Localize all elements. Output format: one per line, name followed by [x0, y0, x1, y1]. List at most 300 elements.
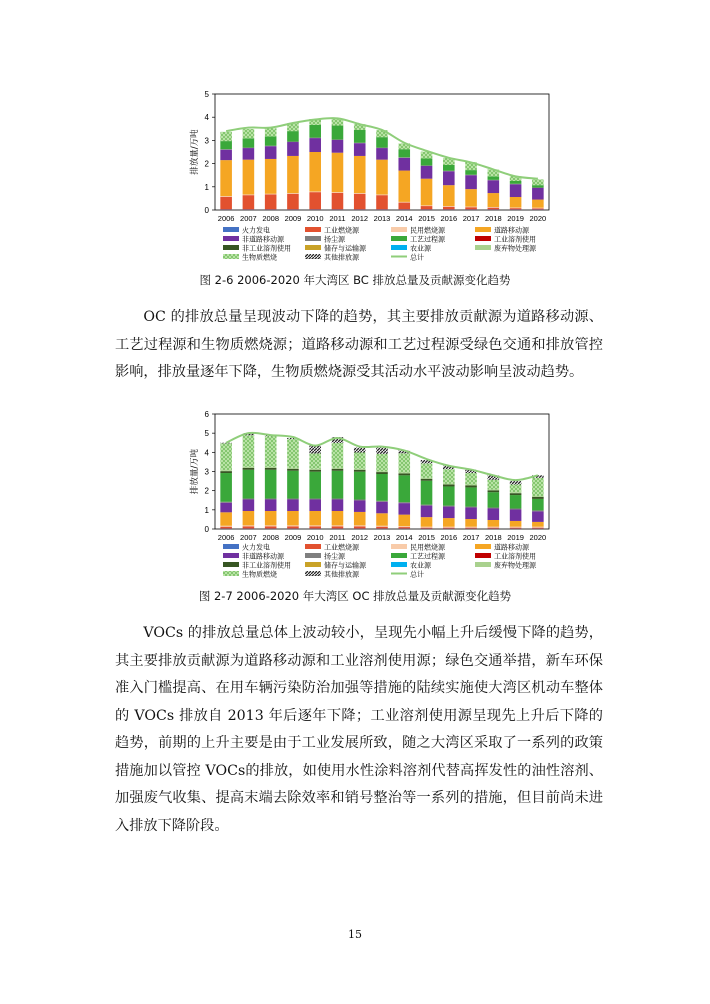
bar-segment — [220, 470, 232, 471]
bar-segment — [332, 126, 344, 140]
bar-segment — [376, 513, 388, 525]
legend-swatch — [223, 553, 239, 558]
bar-segment — [510, 492, 522, 493]
bar-segment — [532, 528, 544, 529]
bar-segment — [465, 207, 477, 208]
bar-segment — [287, 511, 299, 525]
y-tick-label: 1 — [204, 182, 209, 192]
bar-segment — [532, 208, 544, 209]
x-tick-label: 2013 — [373, 214, 391, 223]
bar-segment — [354, 526, 366, 528]
bar-segment — [332, 140, 344, 153]
bar-segment — [220, 512, 232, 525]
bar-segment — [465, 528, 477, 529]
bar-segment — [309, 526, 321, 528]
legend-swatch — [223, 254, 239, 259]
y-tick-label: 5 — [204, 429, 209, 439]
legend-swatch — [305, 553, 321, 558]
legend-swatch — [391, 544, 407, 549]
bar-segment — [465, 175, 477, 189]
bar-segment — [309, 525, 321, 526]
bar-segment — [488, 492, 500, 507]
x-tick-label: 2013 — [373, 533, 391, 542]
bar-segment — [354, 499, 366, 500]
bar-segment — [510, 181, 522, 184]
y-tick-label: 2 — [204, 159, 209, 169]
bar-segment — [376, 526, 388, 527]
legend-label: 非工业溶剂使用 — [242, 244, 291, 253]
bar-segment — [532, 208, 544, 209]
bar-segment — [220, 471, 232, 473]
paragraph-oc: OC 的排放总量呈现波动下降的趋势，其主要排放贡献源为道路移动源、工艺过程源和生物质燃烧源；道路移动源和工艺过程源受绿色交通和排放管控影响，排放量逐年下降，生物质燃烧源受其活动水平波动影响呈波动趋势。 — [115, 309, 603, 380]
bar-segment — [465, 507, 477, 508]
legend-label: 民用燃烧源 — [410, 543, 445, 552]
bar-segment — [220, 527, 232, 529]
bar-segment — [465, 508, 477, 520]
bar-segment — [510, 208, 522, 209]
legend-label: 道路移动源 — [494, 543, 529, 552]
legend-label: 总计 — [410, 570, 424, 578]
bar-segment — [220, 443, 232, 470]
legend-swatch — [391, 236, 407, 241]
bar-segment — [309, 453, 321, 468]
legend-swatch — [305, 562, 321, 567]
bar-segment — [398, 149, 410, 157]
legend-label: 其他排放源 — [324, 570, 359, 578]
bar-segment — [465, 487, 477, 506]
x-tick-label: 2006 — [217, 533, 235, 542]
bar-segment — [421, 166, 433, 179]
x-tick-label: 2012 — [351, 214, 369, 223]
bar-segment — [443, 485, 455, 487]
bar-segment — [421, 206, 433, 209]
bar-segment — [398, 202, 410, 203]
legend-swatch — [391, 227, 407, 232]
bar-segment — [398, 171, 410, 202]
bar-segment — [309, 469, 321, 470]
y-tick-label: 0 — [204, 525, 209, 534]
legend-swatch — [223, 245, 239, 250]
bar-segment — [532, 185, 544, 187]
bar-segment — [309, 472, 321, 499]
legend-label: 非工业溶剂使用 — [242, 561, 291, 570]
legend-label: 非道路移动源 — [242, 235, 284, 244]
bar-segment — [398, 515, 410, 527]
bar-segment — [243, 194, 255, 195]
bar-segment — [421, 463, 433, 477]
bar-segment — [265, 136, 277, 145]
bar-segment — [265, 499, 277, 500]
bar-segment — [510, 528, 522, 529]
bar-segment — [332, 525, 344, 526]
bar-segment — [287, 439, 299, 468]
x-tick-label: 2018 — [484, 533, 502, 542]
x-tick-label: 2019 — [507, 214, 524, 223]
bar-segment — [465, 485, 477, 486]
bar-segment — [421, 506, 433, 518]
bar-segment — [243, 148, 255, 160]
legend-label: 生物质燃烧 — [242, 253, 277, 262]
bar-segment — [443, 207, 455, 210]
bar-segment — [465, 189, 477, 206]
bar-segment — [332, 469, 344, 471]
bar-segment — [354, 130, 366, 143]
bar-segment — [354, 193, 366, 194]
legend-label: 生物质燃烧 — [242, 570, 277, 578]
x-tick-label: 2020 — [529, 533, 547, 542]
bar-segment — [287, 499, 299, 511]
bar-segment — [443, 206, 455, 207]
bar-segment — [265, 159, 277, 194]
bar-segment — [354, 448, 366, 453]
bar-segment — [488, 480, 500, 490]
bar-segment — [421, 179, 433, 206]
bar-segment — [532, 200, 544, 208]
bar-segment — [243, 470, 255, 499]
bar-segment — [243, 499, 255, 511]
paragraph-vocs: VOCs 的排放总量总体上波动较小，呈现先小幅上升后缓慢下降的趋势，其主要排放贡献源为道路移动源和工业溶剂使用源；绿色交通举措，新车环保准入门槛提高、在用车辆污染防治加强等措施的陆续实施使大湾区机动车整体的 VOCs 排放自 2013 年后逐年下降；工业溶剂使用源呈现先上升后下降的趋势，前期的上升主要是由于工业发展所致，随之大湾区采取了一系列的政策措施加以管控 VOCs的排放，如使用水性涂料溶剂代替高挥发性的油性溶剂、加强废气收集、提高末端去除效率和销号整治等一系列的措施，但目前尚未进入排放下降阶段。 — [115, 625, 603, 834]
bar-segment — [398, 527, 410, 529]
bar-segment — [488, 490, 500, 492]
bar-segment — [510, 509, 522, 521]
bar-segment — [220, 150, 232, 160]
legend-swatch — [475, 245, 491, 250]
legend-label: 工业溶剂使用 — [494, 552, 536, 561]
legend-swatch — [391, 553, 407, 558]
x-tick-label: 2020 — [529, 214, 547, 223]
bar-segment — [398, 526, 410, 527]
bar-segment — [243, 526, 255, 528]
bar-segment — [443, 469, 455, 483]
bar-segment — [376, 474, 388, 501]
y-tick-label: 4 — [204, 113, 209, 123]
bar-segment — [376, 194, 388, 195]
x-tick-label: 2019 — [507, 533, 524, 542]
bar-segment — [354, 512, 366, 525]
x-tick-label: 2015 — [418, 533, 435, 542]
legend-swatch — [223, 236, 239, 241]
legend-label: 废弃物处理源 — [494, 244, 536, 253]
bar-segment — [532, 511, 544, 522]
legend-label: 储存与运输源 — [324, 244, 366, 253]
bar-segment — [532, 510, 544, 511]
bar-segment — [398, 203, 410, 210]
bar-segment — [243, 499, 255, 500]
bar-segment — [332, 499, 344, 511]
bar-segment — [220, 443, 232, 444]
bar-segment — [265, 194, 277, 195]
figure-caption-bc: 图 2-6 2006-2020 年大湾区 BC 排放总量及贡献源变化趋势 — [199, 273, 511, 287]
bar-segment — [220, 502, 232, 503]
bar-segment — [287, 526, 299, 528]
bc-emission-chart — [185, 86, 555, 264]
bar-segment — [220, 473, 232, 502]
bar-segment — [332, 153, 344, 192]
bar-segment — [265, 511, 277, 525]
bar-segment — [332, 499, 344, 500]
x-tick-label: 2011 — [329, 214, 346, 223]
bar-segment — [376, 501, 388, 502]
bar-segment — [354, 470, 366, 472]
bar-segment — [309, 152, 321, 191]
bar-segment — [465, 519, 477, 527]
bar-segment — [488, 508, 500, 520]
bar-segment — [354, 194, 366, 210]
x-tick-label: 2009 — [284, 533, 302, 542]
bar-segment — [332, 511, 344, 525]
y-axis-label: 排放量/万吨 — [190, 129, 200, 175]
legend-label: 火力发电 — [242, 543, 270, 552]
bar-segment — [354, 500, 366, 512]
bar-segment — [488, 180, 500, 193]
legend-label: 总计 — [410, 253, 424, 262]
legend-swatch — [475, 227, 491, 232]
x-tick-label: 2017 — [462, 533, 480, 542]
bar-segment — [309, 125, 321, 138]
y-tick-label: 6 — [204, 410, 209, 419]
bar-segment — [488, 527, 500, 528]
bar-segment — [309, 138, 321, 152]
bar-segment — [398, 473, 410, 475]
bar-segment — [332, 468, 344, 469]
bar-segment — [354, 143, 366, 156]
legend-label: 非道路移动源 — [242, 552, 284, 561]
legend-label: 道路移动源 — [494, 226, 529, 235]
bar-segment — [532, 478, 544, 496]
bar-segment — [510, 527, 522, 528]
bar-segment — [220, 160, 232, 196]
bar-segment — [332, 526, 344, 528]
bar-segment — [376, 472, 388, 474]
legend-label: 工艺过程源 — [410, 552, 445, 561]
bar-segment — [398, 502, 410, 503]
page-number: 15 — [348, 928, 362, 941]
bar-segment — [421, 205, 433, 206]
bc-chart-svg — [185, 86, 555, 264]
bar-segment — [510, 521, 522, 527]
bar-segment — [376, 502, 388, 514]
x-tick-label: 2015 — [418, 214, 435, 223]
bar-segment — [354, 525, 366, 526]
bar-segment — [332, 443, 344, 468]
legend-label: 工业燃烧源 — [324, 543, 359, 552]
bar-segment — [309, 470, 321, 472]
bar-segment — [309, 499, 321, 511]
legend-label: 其他排放源 — [324, 253, 359, 262]
x-tick-label: 2010 — [306, 533, 324, 542]
bar-segment — [354, 472, 366, 500]
bar-segment — [465, 170, 477, 175]
bar-segment — [243, 467, 255, 468]
bar-segment — [376, 195, 388, 209]
bar-segment — [532, 499, 544, 511]
bar-segment — [309, 511, 321, 525]
legend-swatch — [305, 571, 321, 576]
legend-swatch — [223, 571, 239, 576]
legend-label: 火力发电 — [242, 226, 270, 235]
legend-swatch — [391, 562, 407, 567]
bar-segment — [510, 508, 522, 509]
y-axis-label: 排放量/万吨 — [190, 448, 200, 495]
bar-segment — [443, 165, 455, 171]
bar-segment — [309, 191, 321, 192]
bar-segment — [421, 527, 433, 528]
bar-segment — [398, 453, 410, 472]
bar-segment — [376, 454, 388, 471]
bar-segment — [220, 197, 232, 210]
bar-segment — [220, 503, 232, 513]
bar-segment — [287, 142, 299, 156]
bar-segment — [309, 446, 321, 454]
bar-segment — [332, 471, 344, 499]
bar-segment — [243, 468, 255, 470]
bar-segment — [443, 507, 455, 519]
y-tick-label: 5 — [204, 90, 209, 99]
bar-segment — [532, 179, 544, 185]
bar-segment — [220, 132, 232, 141]
oc-chart-svg — [185, 406, 555, 578]
bar-segment — [354, 469, 366, 470]
legend-swatch — [475, 562, 491, 567]
bar-segment — [265, 499, 277, 511]
bar-segment — [265, 467, 277, 468]
bar-segment — [287, 525, 299, 526]
bar-segment — [354, 453, 366, 469]
bar-segment — [488, 193, 500, 207]
bar-segment — [465, 473, 477, 485]
bar-segment — [243, 160, 255, 195]
bar-segment — [488, 520, 500, 527]
x-tick-label: 2014 — [395, 214, 413, 223]
x-tick-label: 2007 — [240, 214, 257, 223]
legend-label: 工艺过程源 — [410, 235, 445, 244]
bar-segment — [443, 484, 455, 485]
y-tick-label: 2 — [204, 486, 209, 496]
bar-segment — [332, 192, 344, 193]
bar-segment — [443, 185, 455, 206]
bar-segment — [309, 192, 321, 209]
bar-segment — [443, 527, 455, 528]
bar-segment — [510, 495, 522, 508]
bar-segment — [465, 485, 477, 487]
bar-segment — [287, 131, 299, 141]
x-tick-label: 2014 — [395, 533, 413, 542]
bar-segment — [510, 485, 522, 493]
x-tick-label: 2009 — [284, 214, 302, 223]
bar-segment — [421, 478, 433, 479]
bar-segment — [443, 171, 455, 185]
bar-segment — [488, 508, 500, 509]
legend-label: 农业源 — [410, 244, 431, 253]
bar-segment — [510, 197, 522, 207]
legend-swatch — [305, 544, 321, 549]
bar-segment — [243, 129, 255, 138]
oc-emission-chart — [185, 406, 555, 578]
bar-segment — [532, 522, 544, 527]
legend-label: 民用燃烧源 — [410, 226, 445, 235]
bar-segment — [243, 525, 255, 526]
bar-segment — [354, 156, 366, 193]
legend-swatch — [223, 227, 239, 232]
bar-segment — [532, 188, 544, 200]
bar-segment — [398, 475, 410, 502]
bar-segment — [265, 470, 277, 499]
x-tick-label: 2016 — [440, 533, 458, 542]
bar-segment — [398, 472, 410, 473]
bar-segment — [488, 207, 500, 208]
bar-segment — [510, 207, 522, 208]
bar-segment — [376, 137, 388, 147]
bar-segment — [443, 518, 455, 527]
legend-swatch — [223, 544, 239, 549]
bar-segment — [220, 196, 232, 197]
bar-segment — [398, 158, 410, 171]
x-tick-label: 2008 — [262, 533, 280, 542]
bar-segment — [220, 141, 232, 149]
bar-segment — [532, 497, 544, 499]
legend-swatch — [223, 562, 239, 567]
x-tick-label: 2017 — [462, 214, 480, 223]
y-tick-label: 3 — [204, 136, 209, 146]
bar-segment — [287, 499, 299, 500]
legend-swatch — [475, 544, 491, 549]
bar-segment — [465, 207, 477, 209]
bar-segment — [265, 128, 277, 136]
bar-segment — [421, 479, 433, 481]
x-tick-label: 2006 — [217, 214, 235, 223]
bar-segment — [265, 525, 277, 526]
legend-label: 废弃物处理源 — [494, 561, 536, 570]
bar-segment — [488, 208, 500, 210]
bar-segment — [510, 184, 522, 197]
legend-swatch — [391, 245, 407, 250]
legend-swatch — [475, 236, 491, 241]
bar-segment — [243, 511, 255, 525]
y-tick-label: 3 — [204, 467, 209, 477]
legend-swatch — [305, 227, 321, 232]
x-tick-label: 2012 — [351, 533, 369, 542]
bar-segment — [265, 146, 277, 159]
bar-segment — [287, 468, 299, 469]
bar-segment — [243, 435, 255, 467]
bar-segment — [532, 527, 544, 528]
bar-segment — [488, 489, 500, 490]
bar-segment — [243, 195, 255, 209]
legend-swatch — [305, 245, 321, 250]
x-tick-label: 2008 — [262, 214, 280, 223]
bar-segment — [376, 527, 388, 529]
bar-segment — [265, 468, 277, 470]
bar-segment — [287, 193, 299, 194]
bar-segment — [421, 481, 433, 505]
x-tick-label: 2016 — [440, 214, 458, 223]
bar-segment — [287, 194, 299, 210]
bar-segment — [488, 528, 500, 529]
bar-segment — [421, 505, 433, 506]
bar-segment — [510, 493, 522, 495]
bar-segment — [510, 481, 522, 484]
legend-swatch — [475, 553, 491, 558]
bar-segment — [376, 148, 388, 160]
bar-segment — [309, 499, 321, 500]
bar-segment — [376, 448, 388, 454]
x-tick-label: 2011 — [329, 533, 346, 542]
x-tick-label: 2007 — [240, 533, 257, 542]
bar-segment — [421, 158, 433, 165]
bar-segment — [421, 528, 433, 529]
bar-segment — [465, 527, 477, 528]
bar-segment — [443, 486, 455, 505]
